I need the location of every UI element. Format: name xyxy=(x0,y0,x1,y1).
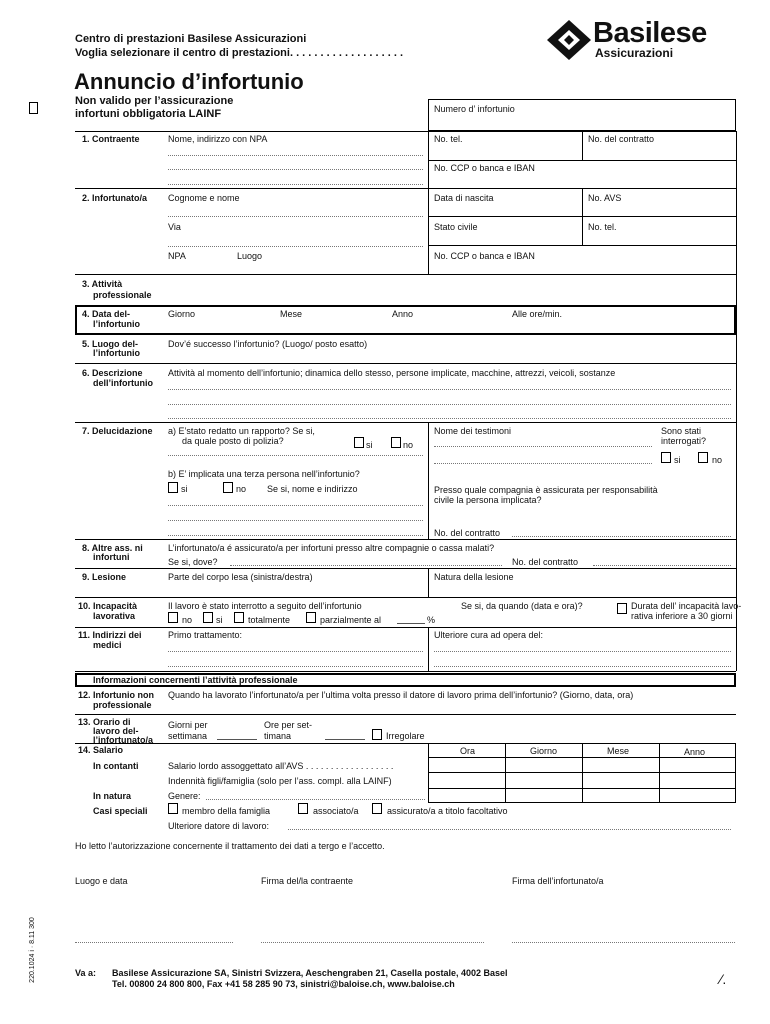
s10-since-label: Se si, da quando (data e ora)? xyxy=(461,601,583,611)
s14-allowance-label: Indennità figli/famiglia (solo per l’ass. compl. alla LAINF) xyxy=(168,776,392,786)
s7-interrogated-2: interrogati? xyxy=(661,436,707,446)
s12-label-2: professionale xyxy=(93,700,152,710)
footer-address: Basilese Assicurazione SA, Sinistri Svizzera, Aeschengraben 21, Casella postale, 4002 Basel xyxy=(112,968,508,978)
s10-question: Il lavoro è stato interrotto a seguito dell’infortunio xyxy=(168,601,362,611)
s7-interrogated-yes-label: si xyxy=(674,455,681,465)
s1-tel-label: No. tel. xyxy=(434,134,463,144)
s11-first-label: Primo trattamento: xyxy=(168,630,243,640)
diamond-logo-icon xyxy=(543,18,599,62)
s7-interrogated-no-checkbox[interactable] xyxy=(698,452,708,463)
s8-label: 8. Altre ass. ni xyxy=(82,543,143,553)
s7-witness-input[interactable] xyxy=(434,437,652,465)
s10-short-duration-checkbox[interactable] xyxy=(617,603,627,614)
s2-birth-label: Data di nascita xyxy=(434,193,494,203)
s13-label-3: l’infortunato/a xyxy=(93,735,153,745)
s6-label: 6. Descrizione xyxy=(82,368,143,378)
footer-send-to: Va a: xyxy=(75,968,97,978)
s7-b-question: b) E’ implicata una terza persona nell’infortunio? xyxy=(168,469,360,479)
s8-label-2: infortuni xyxy=(93,552,130,562)
professional-info-title: Informazioni concernenti l’attività professionale xyxy=(93,675,298,685)
s14-col-day: Giorno xyxy=(530,746,558,756)
s3-activity-input[interactable] xyxy=(168,276,733,304)
s14-family-checkbox[interactable] xyxy=(168,803,178,814)
s4-label: 4. Data del- xyxy=(82,309,131,319)
sign-contractor-label: Firma del/la contraente xyxy=(261,876,354,886)
checkbox-not-lainf[interactable] xyxy=(29,102,38,114)
s14-label: 14. Salario xyxy=(78,745,124,755)
s7-interrogated-yes-checkbox[interactable] xyxy=(661,452,671,463)
s8-question: L’infortunato/a é assicurato/a per infortuni presso altre compagnie o cassa malati? xyxy=(168,543,495,553)
s5-label: 5. Luogo del- xyxy=(82,339,138,349)
s3-label-2: professionale xyxy=(93,290,152,300)
s1-name-label: Nome, indirizzo con NPA xyxy=(168,134,268,144)
s4-day-label: Giorno xyxy=(168,309,196,319)
benefit-center-title: Centro di prestazioni Basilese Assicurazioni xyxy=(75,33,307,45)
place-date-label: Luogo e data xyxy=(75,876,128,886)
consent-text: Ho letto l’autorizzazione concernente il trattamento dei dati a tergo e l’accetto. xyxy=(75,841,385,851)
s2-place-label: Luogo xyxy=(237,251,263,261)
s7-b-name-label: Se si, nome e indirizzo xyxy=(267,484,358,494)
s7-a-yes-checkbox[interactable] xyxy=(354,437,364,448)
s14-gross-label: Salario lordo assoggettato all’AVS . . . . . . . . . . . . . . . . . . xyxy=(168,761,394,771)
s2-surname-label: Cognome e nome xyxy=(168,193,240,203)
s13-label: 13. Orario di xyxy=(78,717,131,727)
s10-no-checkbox[interactable] xyxy=(168,612,178,623)
s5-label-2: l’infortunio xyxy=(93,348,140,358)
s3-label: 3. Attività xyxy=(82,279,123,289)
footer-contact: Tel. 00800 24 800 800, Fax +41 58 285 90 73, sinistri@baloise.ch, www.baloise.ch xyxy=(112,979,455,989)
s10-yes-checkbox[interactable] xyxy=(203,612,213,623)
s5-question: Dov’é successo l’infortunio? (Luogo/ posto esatto) xyxy=(168,339,368,349)
s4-label-2: l’infortunio xyxy=(93,319,140,329)
s7-b-yes-checkbox[interactable] xyxy=(168,482,178,493)
s10-duration-1: Durata dell’ incapacità lavo- xyxy=(631,601,742,611)
s7-b-no-label: no xyxy=(236,484,247,494)
s11-label: 11. Indirizzi dei xyxy=(78,630,142,640)
s7-a-q1: a) E’stato redatto un rapporto? Se si, xyxy=(168,426,315,436)
s2-avs-label: No. AVS xyxy=(588,193,622,203)
s13-days-2: settimana xyxy=(168,731,208,741)
s14-cash-label: In contanti xyxy=(93,761,139,771)
s14-special-label: Casi speciali xyxy=(93,806,148,816)
s7-a-no-label: no xyxy=(403,440,414,450)
s2-label: 2. Infortunato/a xyxy=(82,193,147,203)
benefit-center-select[interactable]: Voglia selezionare il centro di prestazioni. . . . . . . . . . . . . . . . . . . xyxy=(75,47,404,59)
s12-label: 12. Infortunio non xyxy=(78,690,154,700)
s13-irregular-label: Irregolare xyxy=(386,731,425,741)
form-code: 220.1024 i · 8.11 300 xyxy=(29,917,36,983)
s14-col-hour: Ora xyxy=(460,746,476,756)
s10-yes-label: si xyxy=(216,615,223,625)
s14-family-label: membro della famiglia xyxy=(182,806,271,816)
s14-optional-label: assicurato/a a titolo facoltativo xyxy=(387,806,508,816)
s8-contract-label: No. del contratto xyxy=(512,557,579,567)
turn-page-mark: ⁄. xyxy=(720,971,727,987)
s1-label: 1. Contraente xyxy=(82,134,140,144)
s2-ccp-label: No. CCP o banca e IBAN xyxy=(434,251,535,261)
s7-b-yes-label: si xyxy=(181,484,188,494)
s9-label: 9. Lesione xyxy=(82,572,127,582)
s2-tel-label: No. tel. xyxy=(588,222,617,232)
s7-interrogated-1: Sono stati xyxy=(661,426,702,436)
sign-injured-label: Firma dell’infortunato/a xyxy=(512,876,604,886)
s13-days-1: Giorni per xyxy=(168,720,208,730)
s7-insurer-q2: civile la persona implicata? xyxy=(434,495,542,505)
s6-label-2: dell’infortunio xyxy=(93,378,153,388)
s4-time-label: Alle ore/min. xyxy=(512,309,563,319)
s10-no-label: no xyxy=(182,615,193,625)
s14-other-employer-label: Ulteriore datore di lavoro: xyxy=(168,821,270,831)
s6-question: Attività al momento dell’infortunio; dinamica dello stesso, persone implicate, macchine, attrezzi, veicoli, sostanze xyxy=(168,368,616,378)
s10-percent-label: % xyxy=(427,615,436,625)
s7-label: 7. Delucidazione xyxy=(82,426,153,436)
s7-a-q2: da quale posto di polizia? xyxy=(182,436,284,446)
s10-total-checkbox[interactable] xyxy=(234,612,244,623)
s6-description-input[interactable] xyxy=(168,380,731,420)
s7-interrogated-no-label: no xyxy=(712,455,723,465)
logo-sub: Assicurazioni xyxy=(595,46,674,60)
s10-partial-checkbox[interactable] xyxy=(306,612,316,623)
s14-associate-checkbox[interactable] xyxy=(298,803,308,814)
s14-type-label: Genere: xyxy=(168,791,201,801)
s7-contract-label: No. del contratto xyxy=(434,528,501,538)
s11-label-2: medici xyxy=(93,640,122,650)
s10-label: 10. Incapacità xyxy=(78,601,138,611)
s4-year-label: Anno xyxy=(392,309,414,319)
s14-col-month: Mese xyxy=(607,746,630,756)
place-date-input[interactable] xyxy=(75,890,233,940)
page-title: Annuncio d’infortunio xyxy=(74,69,304,94)
s7-witness-label: Nome dei testimoni xyxy=(434,426,512,436)
s10-total-label: totalmente xyxy=(248,615,291,625)
sign-contractor-input[interactable] xyxy=(261,890,484,940)
s7-a-yes-label: si xyxy=(366,440,373,450)
s10-partial-label: parzialmente al xyxy=(320,615,382,625)
s10-label-2: lavorativa xyxy=(93,611,136,621)
s1-name-input[interactable] xyxy=(168,144,423,186)
s14-associate-label: associato/a xyxy=(313,806,359,816)
s12-question: Quando ha lavorato l’infortunato/a per l’ultima volta presso il datore di lavoro prima dell’infortunio? (Giorno, data, ora) xyxy=(168,690,634,700)
company-logo xyxy=(543,18,738,62)
s14-col-year: Anno xyxy=(684,747,706,757)
s2-street-label: Via xyxy=(168,222,181,232)
s10-duration-2: rativa inferiore a 30 giorni xyxy=(631,611,733,621)
s13-hours-2: timana xyxy=(264,731,292,741)
s4-month-label: Mese xyxy=(280,309,303,319)
s9-nature-label: Natura della lesione xyxy=(434,572,514,582)
subtitle-1: Non valido per l’assicurazione xyxy=(75,95,234,107)
s13-irregular-checkbox[interactable] xyxy=(372,729,382,740)
s1-contract-label: No. del contratto xyxy=(588,134,655,144)
s2-npa-label: NPA xyxy=(168,251,186,261)
s14-optional-checkbox[interactable] xyxy=(372,803,382,814)
accident-number-label: Numero d’ infortunio xyxy=(434,104,515,114)
subtitle-2: infortuni obbligatoria LAINF xyxy=(75,108,222,120)
s13-hours-1: Ore per set- xyxy=(264,720,313,730)
s8-where-label: Se si, dove? xyxy=(168,557,218,567)
s11-further-label: Ulteriore cura ad opera del: xyxy=(434,630,544,640)
s7-b-no-checkbox[interactable] xyxy=(223,482,233,493)
s2-civil-label: Stato civile xyxy=(434,222,478,232)
logo-name: Basilese xyxy=(593,17,707,49)
s14-kind-label: In natura xyxy=(93,791,132,801)
sign-injured-input[interactable] xyxy=(512,890,735,940)
s7-insurer-q1: Presso quale compagnia è assicurata per responsabilità xyxy=(434,485,658,495)
s9-body-label: Parte del corpo lesa (sinistra/destra) xyxy=(168,572,313,582)
s13-label-2: lavoro del- xyxy=(93,726,139,736)
s7-a-no-checkbox[interactable] xyxy=(391,437,401,448)
s1-ccp-label: No. CCP o banca e IBAN xyxy=(434,163,535,173)
